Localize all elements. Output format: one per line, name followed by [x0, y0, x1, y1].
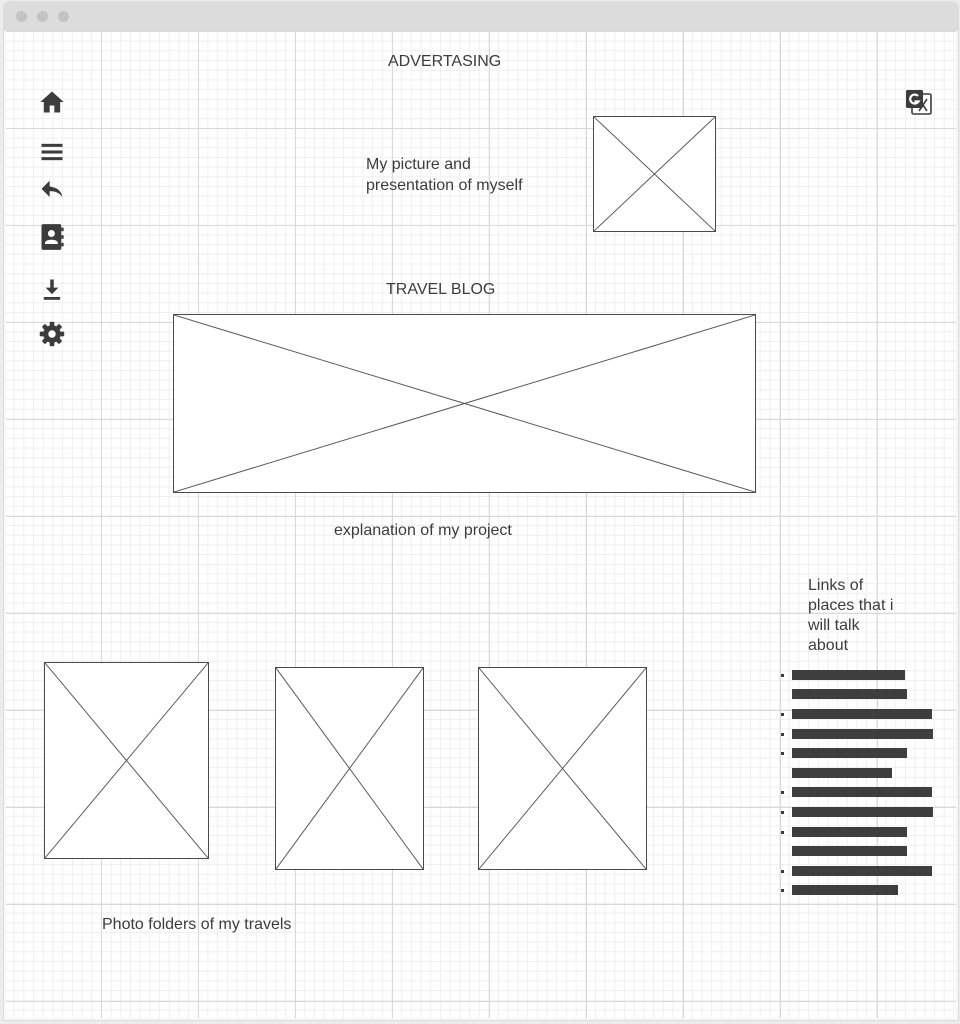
place-link[interactable] [792, 787, 932, 797]
links-heading-line-1: Links of [808, 577, 864, 594]
download-icon[interactable] [38, 276, 66, 304]
travel-blog-title: TRAVEL BLOG [386, 281, 496, 298]
place-link[interactable] [792, 807, 933, 817]
list-bullet [781, 752, 784, 755]
translate-icon[interactable] [905, 89, 933, 117]
place-link[interactable] [792, 846, 907, 856]
list-bullet [781, 870, 784, 873]
list-bullet [781, 811, 784, 814]
intro-line-2: presentation of myself [366, 177, 523, 194]
links-heading-line-4: about [808, 637, 849, 654]
profile-picture-placeholder [593, 116, 716, 232]
links-heading-line-2: places that i [808, 597, 894, 614]
place-link[interactable] [792, 709, 932, 719]
place-link[interactable] [792, 729, 933, 739]
window-minimize-dot[interactable] [37, 11, 48, 22]
place-link[interactable] [792, 689, 907, 699]
list-bullet [781, 674, 784, 677]
place-link[interactable] [792, 748, 907, 758]
list-bullet [781, 791, 784, 794]
window-titlebar [4, 2, 958, 31]
advertising-label: ADVERTASING [388, 53, 502, 70]
list-bullet [781, 713, 784, 716]
list-bullet [781, 831, 784, 834]
photo-folder-3-placeholder[interactable] [478, 667, 647, 870]
banner-image-placeholder [173, 314, 756, 493]
intro-line-1: My picture and [366, 156, 471, 173]
project-explanation-caption: explanation of my project [334, 522, 512, 539]
photo-folder-2-placeholder[interactable] [275, 667, 424, 870]
list-bullet [781, 889, 784, 892]
menu-icon[interactable] [38, 138, 66, 166]
home-icon[interactable] [38, 88, 66, 116]
browser-window [4, 2, 958, 1020]
list-bullet [781, 733, 784, 736]
place-link[interactable] [792, 827, 907, 837]
photo-folder-1-placeholder[interactable] [44, 662, 209, 859]
place-link[interactable] [792, 670, 905, 680]
place-link[interactable] [792, 885, 898, 895]
window-close-dot[interactable] [16, 11, 27, 22]
place-link[interactable] [792, 866, 932, 876]
settings-icon[interactable] [38, 320, 66, 348]
reply-icon[interactable] [38, 176, 66, 204]
contacts-icon[interactable] [38, 223, 66, 251]
wireframe-canvas [6, 31, 956, 1018]
window-maximize-dot[interactable] [58, 11, 69, 22]
links-heading-line-3: will talk [808, 617, 860, 634]
photo-folders-caption: Photo folders of my travels [102, 916, 292, 933]
place-link[interactable] [792, 768, 892, 778]
